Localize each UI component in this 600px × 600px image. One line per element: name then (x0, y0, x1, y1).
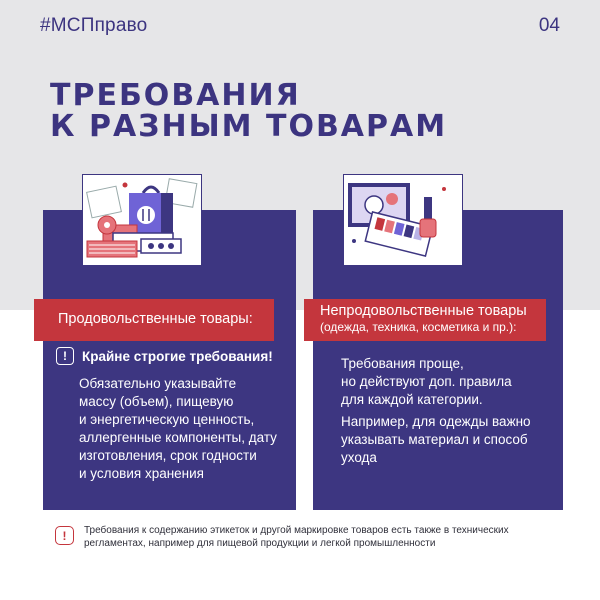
grocery-illustration (82, 174, 202, 266)
text-line: указывать материал и способ (341, 432, 528, 447)
text-line: аллергенные компоненты, дату (79, 430, 277, 445)
page-title-line-1: ТРЕБОВАНИЯ (50, 78, 301, 113)
footer-note (55, 524, 584, 550)
text-line: изготовления, срок годности (79, 448, 257, 463)
footer-line: Требования к содержанию этикеток и другой маркировке товаров есть также в технических (84, 525, 509, 536)
footer-line: регламентах, например для пищевой продукции и легкой промышленности (84, 538, 436, 549)
text-line: и условия хранения (79, 466, 204, 481)
nonfood-category-title: Непродовольственные товары (320, 303, 527, 319)
text-line: ухода (341, 450, 377, 465)
food-category-label: Продовольственные товары: (34, 299, 274, 341)
text-line: для каждой категории. (341, 392, 483, 407)
food-warning (56, 347, 273, 365)
exclamation-icon: ! (56, 347, 74, 365)
food-requirements-text (79, 375, 291, 483)
page-title (50, 80, 447, 142)
text-line: Обязательно указывайте (79, 376, 237, 391)
hashtag: #МСПправо (40, 15, 148, 36)
nonfood-requirements-text (341, 355, 551, 409)
text-line: массу (объем), пищевую (79, 394, 234, 409)
food-warning-title: Крайне строгие требования! (82, 348, 273, 364)
cosmetics-illustration (343, 174, 463, 266)
text-line: Требования проще, (341, 356, 464, 371)
exclamation-icon: ! (55, 526, 74, 545)
nonfood-category-subtitle: (одежда, техника, косметика и пр.): (320, 320, 517, 334)
text-line: но действуют доп. правила (341, 374, 512, 389)
page-number: 04 (538, 15, 560, 36)
page-title-line-2: К РАЗНЫМ ТОВАРАМ (50, 109, 448, 144)
text-line: Например, для одежды важно (341, 414, 531, 429)
nonfood-example-text (341, 413, 551, 467)
footer-text (84, 524, 584, 550)
nonfood-category-label (304, 299, 546, 341)
text-line: и энергетическую ценность, (79, 412, 255, 427)
